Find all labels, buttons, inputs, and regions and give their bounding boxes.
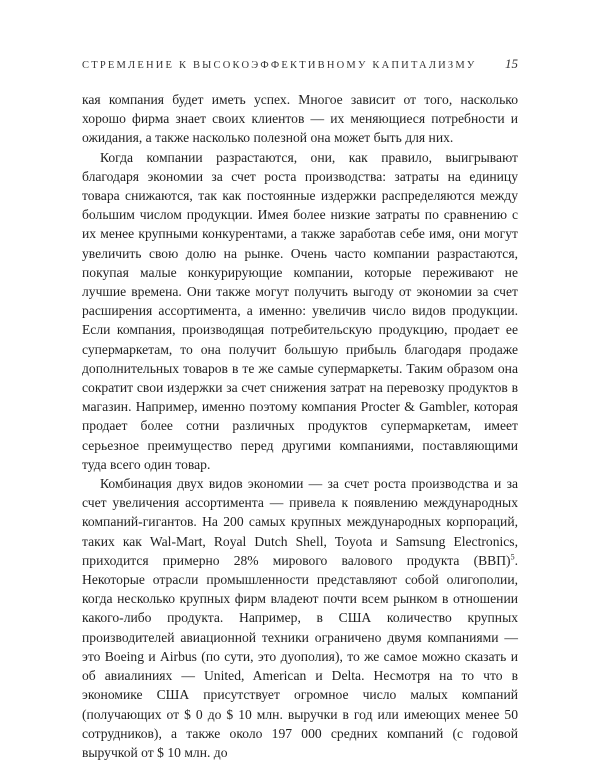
paragraph-3 <box>82 474 518 762</box>
body-text <box>82 90 518 762</box>
running-head <box>82 56 518 76</box>
paragraph-3-part-1: Комбинация двух видов экономии — за счет роста производства и за счет увеличения ассортимента — привела к появлению международных компаний-гигантов. На 200 самых крупных международных корпораций, таких как Wal-Mart, Royal Dutch Shell, Toyota и Samsung Electronics, приходится примерно 28% мирового валового продукта (ВВП) <box>82 476 518 568</box>
paragraph-2: Когда компании разрастаются, они, как правило, выигрывают благодаря экономии за счет роста производства: затраты на единицу товара снижаются, так как постоянные издержки распределяются между большим числом продукции. Имея более низкие затраты по сравнению с их менее крупными конкурентами, а также заработав себе имя, они могут увеличить свою долю на рынке. Очень часто компании разрастаются, покупая малые конкурирующие компании, которые переживают не лучшие времена. Они также могут получить выгоду от экономии за счет расширения ассортимента, а именно: увеличив число видов продукции. Если компания, производящая потребительскую продукцию, продает ее супермаркетам, то она получит большую прибыль благодаря продаже дополнительных товаров в те же самые супермаркеты. Таким образом она сократит свои издержки за счет снижения затрат на перевозку продуктов в магазин. Например, именно поэтому компания Procter & Gambler, которая продает более сотни различных продуктов супермаркетам, имеет серьезное преимущество перед другими компаниями, поставляющими туда всего один товар. <box>82 149 518 472</box>
page-number: 15 <box>505 56 518 71</box>
paragraph-3-part-2: . Некоторые отрасли промышленности представляют собой олигополии, когда несколько крупных фирм владеют почти всем рынком в отношении какого-либо продукта. Например, в США количество крупных производителей авиационной техники ограничено двумя компаниями — это Boeing и Airbus (по сути, это дуополия), то же самое можно сказать и об авиалиниях — United, American и Delta. Несмотря на то что в экономике США присутствует огромное число малых компаний (получающих от $ 0 до $ 10 млн. выручки в год или имеющих менее 50 сотрудников), а также около 197 000 средних компаний (с годовой выручкой от $ 10 млн. до <box>82 552 518 760</box>
paragraph-1: кая компания будет иметь успех. Многое зависит от того, насколько хорошо фирма знает своих клиентов — их меняющиеся потребности и ожидания, а также насколько полезной она может быть для них. <box>82 92 518 146</box>
running-title: СТРЕМЛЕНИЕ К ВЫСОКОЭФФЕКТИВНОМУ КАПИТАЛИЗМУ <box>82 60 477 71</box>
footnote-ref[interactable]: 5 <box>510 552 515 562</box>
